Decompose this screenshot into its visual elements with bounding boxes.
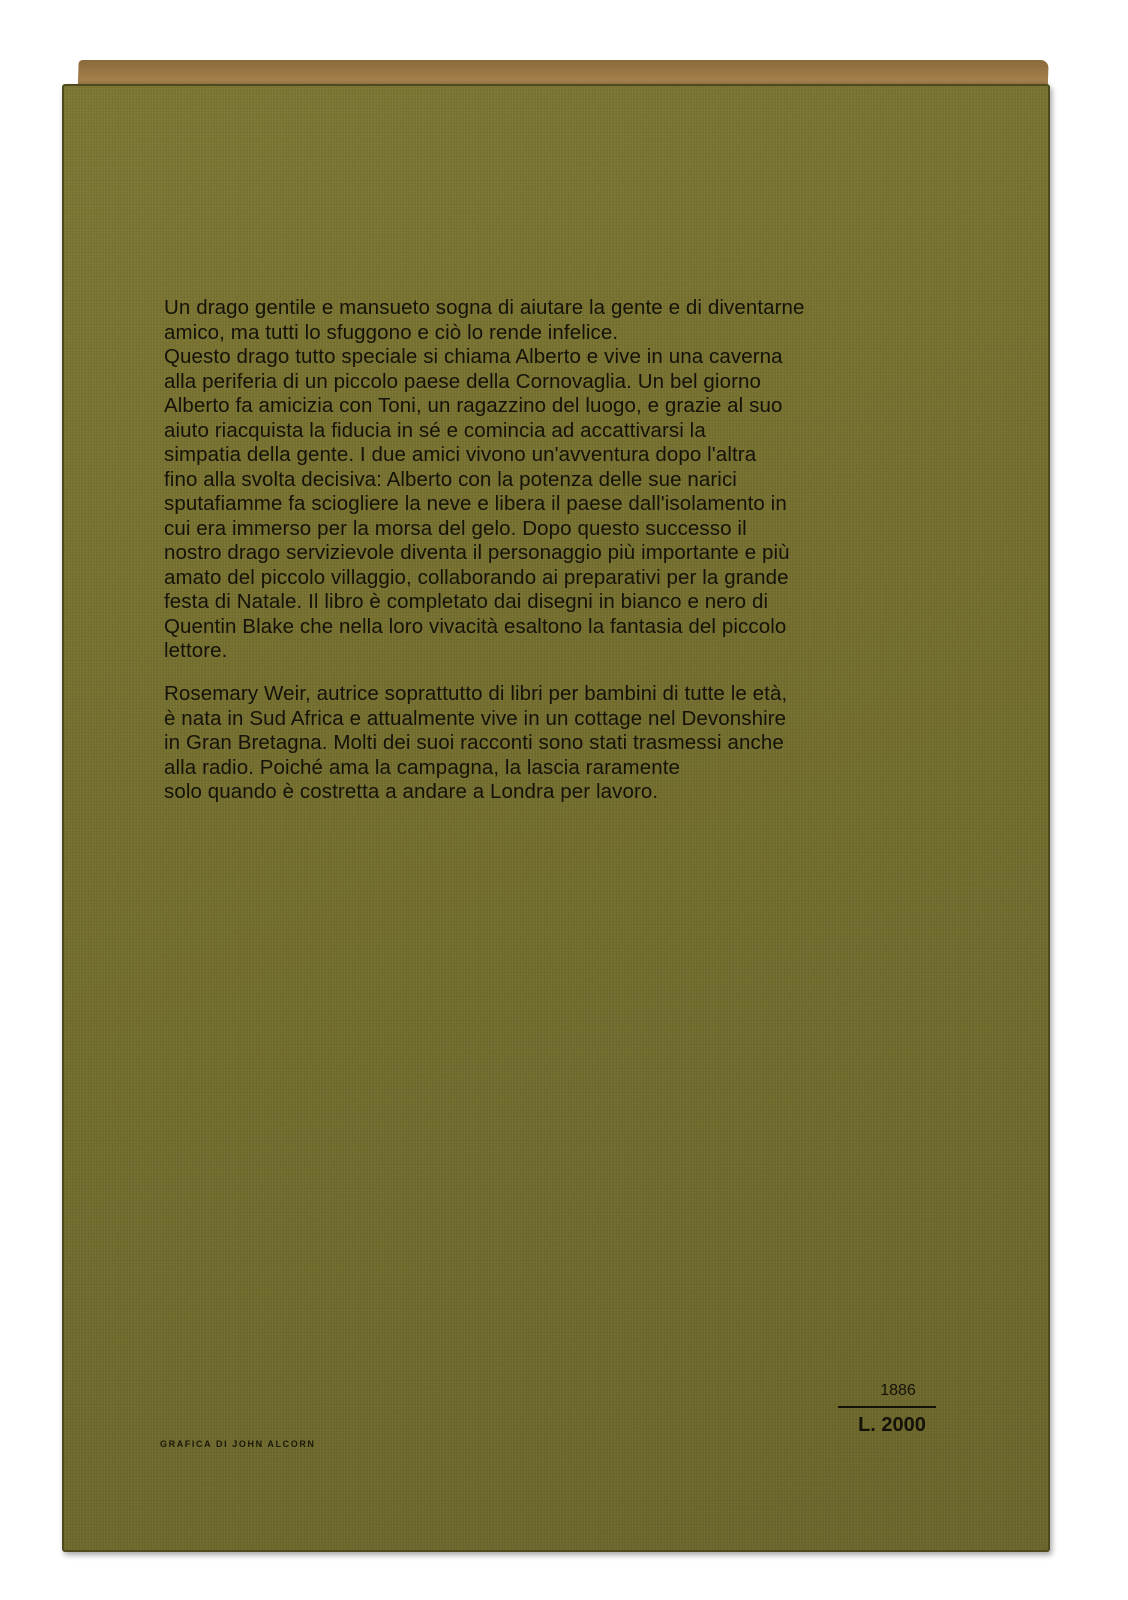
author-bio <box>164 682 944 805</box>
blurb-line: Questo drago tutto speciale si chiama Alberto e vive in una caverna <box>164 345 783 368</box>
blurb-line: aiuto riacquista la fiducia in sé e comincia ad accattivarsi la <box>164 418 706 442</box>
author-line: in Gran Bretagna. Molti dei suoi racconti sono stati trasmessi anche <box>164 731 784 754</box>
catalog-number: 1886 <box>880 1382 916 1399</box>
blurb-line: Alberto fa amicizia con Toni, un ragazzino del luogo, e grazie al suo <box>164 394 783 417</box>
blurb-text <box>164 296 944 664</box>
blurb-line: fino alla svolta decisiva: Alberto con la potenza delle sue narici <box>164 467 737 491</box>
price-divider <box>838 1406 936 1408</box>
blurb-line: amato del piccolo villaggio, collaborando ai preparativi per la grande <box>164 565 789 589</box>
price-label: L. 2000 <box>858 1414 926 1436</box>
blurb-line: amico, ma tutti lo sfuggono e ciò lo rende infelice. <box>164 320 619 344</box>
blurb-line: Quentin Blake che nella loro vivacità esaltono la fantasia del piccolo <box>164 614 787 638</box>
blurb-line: alla periferia di un piccolo paese della Cornovaglia. Un bel giorno <box>164 369 762 393</box>
blurb-line: nostro drago servizievole diventa il personaggio più importante e più <box>164 541 790 564</box>
blurb-line: festa di Natale. Il libro è completato dai disegni in bianco e nero di <box>164 590 769 613</box>
author-line: è nata in Sud Africa e attualmente vive in un cottage nel Devonshire <box>164 706 787 730</box>
author-line: solo quando è costretta a andare a Londra per lavoro. <box>164 780 659 803</box>
design-credit: GRAFICA DI JOHN ALCORN <box>160 1439 316 1449</box>
author-line: Rosemary Weir, autrice soprattutto di libri per bambini di tutte le età, <box>164 682 788 705</box>
blurb-line: Un drago gentile e mansueto sogna di aiutare la gente e di diventarne <box>164 296 805 319</box>
book-back-cover <box>62 84 1050 1552</box>
blurb-line: cui era immerso per la morsa del gelo. Dopo questo successo il <box>164 516 747 540</box>
blurb-line: simpatia della gente. I due amici vivono un'avventura dopo l'altra <box>164 443 757 466</box>
blurb-line: lettore. <box>164 639 228 662</box>
blurb-line: sputafiamme fa sciogliere la neve e libera il paese dall'isolamento in <box>164 492 787 515</box>
author-line: alla radio. Poiché ama la campagna, la lascia raramente <box>164 755 680 779</box>
